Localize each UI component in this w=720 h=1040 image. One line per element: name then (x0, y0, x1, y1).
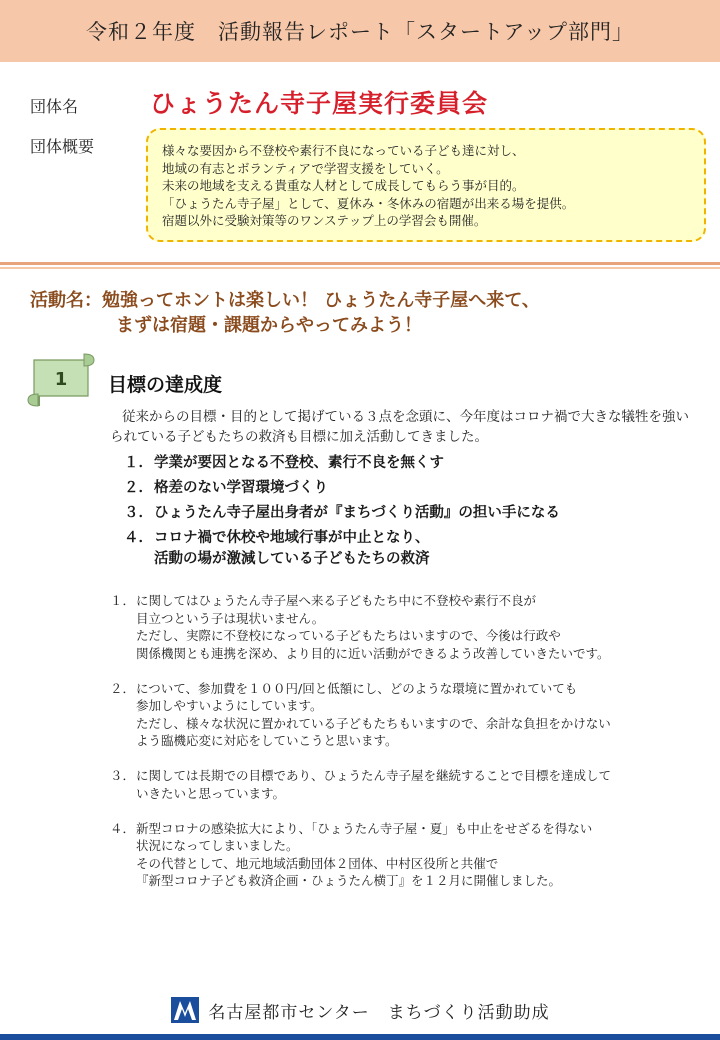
note-line: に関しては長期での目標であり、ひょうたん寺子屋を継続することで目標を達成して (136, 768, 612, 783)
note-number: １． (110, 593, 136, 608)
goal-text: 学業が要因となる不登校、素行不良を無くす (154, 455, 444, 471)
note-item (110, 680, 710, 750)
section-intro: 従来からの目標・目的として掲げている３点を念頭に、今年度はコロナ禍で大きな犠牲を強いられている子どもたちの救済も目標に加え活動してきました。 (110, 409, 689, 445)
note-line: について、参加費を１００円/回と低額にし、どのような環境に置かれていても (136, 680, 578, 696)
report-title: 令和２年度 活動報告レポート「スタートアップ部門」 (86, 20, 634, 44)
note-line: に関してはひょうたん寺子屋へ来る子どもたち中に不登校や素行不良が (136, 593, 537, 608)
summary-line: 様々な要因から不登校や素行不良になっている子ども達に対し、 (162, 143, 525, 158)
note-line: ただし、様々な状況に置かれている子どもたちもいますので、余計な負担をかけない (136, 715, 611, 731)
note-line: 目立つという子は現状いません。 (136, 610, 325, 626)
footer (0, 996, 720, 1024)
note-line: 状況になってしまいました。 (136, 838, 299, 853)
goal-number: １． (124, 455, 153, 471)
note-line: いきたいと思っています。 (136, 785, 286, 801)
goal-number: ２． (124, 480, 153, 496)
goal-number: ４． (124, 530, 153, 546)
summary-line: 宿題以外に受験対策等のワンステップ上の学習会も開催。 (162, 213, 487, 228)
notes (110, 592, 710, 907)
goal-text: ひょうたん寺子屋出身者が『まちづくり活動』の担い手になる (154, 505, 560, 521)
note-line: よう臨機応変に対応をしていこうと思います。 (136, 733, 398, 748)
goal-item (124, 503, 684, 524)
note-number: ３． (110, 768, 136, 783)
note-line: 参加しやすいようにしています。 (136, 698, 323, 713)
note-line: 新型コロナの感染拡大により、「ひょうたん寺子屋・夏」も中止をせざるを得ない (136, 820, 593, 836)
section-divider-light (0, 267, 720, 269)
note-item (110, 592, 710, 662)
goal-text: コロナ禍で休校や地域行事が中止となり、 (154, 530, 430, 546)
note-line: 関係機関とも連携を深め、より目的に近い活動ができるよう改善していきたいです。 (136, 645, 610, 661)
goal-text: 格差のない学習環境づくり (154, 480, 328, 496)
goal-number: ３． (124, 505, 153, 521)
goal-text: 活動の場が激減している子どもたちの救済 (154, 551, 430, 567)
note-line: その代替として、地元地域活動団体２団体、中村区役所と共催で (136, 855, 499, 871)
org-name-label: 団体名 (30, 97, 79, 116)
activity-name-line2: まずは宿題・課題からやってみよう！ (116, 315, 422, 336)
note-item (110, 820, 710, 890)
activity-name-line1: 活動名：勉強ってホントは楽しい！ ひょうたん寺子屋へ来て、 (30, 290, 540, 311)
note-line: 『新型コロナ子ども救済企画・ひょうたん横丁』を１２月に開催しました。 (136, 873, 562, 888)
note-line: ただし、実際に不登校になっている子どもたちはいますので、今後は行政や (136, 628, 561, 643)
section-number-scroll-icon (26, 352, 96, 408)
goal-item (124, 453, 684, 474)
footer-bar (0, 1034, 720, 1040)
summary-line: 地域の有志とボランティアで学習支援をしていく。 (162, 160, 449, 176)
city-center-logo-icon (170, 996, 200, 1024)
header-band (0, 0, 720, 62)
section-number: 1 (54, 369, 68, 390)
summary-line: 未来の地域を支える貴重な人材として成長してもらう事が目的。 (162, 178, 525, 193)
note-number: ４． (110, 820, 136, 836)
section-divider (0, 262, 720, 265)
note-number: ２． (110, 680, 136, 696)
goal-item (124, 528, 684, 570)
activity-name (30, 288, 540, 338)
org-summary-box (146, 128, 706, 242)
org-name: ひょうたん寺子屋実行委員会 (150, 89, 489, 118)
summary-line: 「ひょうたん寺子屋」として、夏休み・冬休みの宿題が出来る場を提供。 (162, 195, 575, 211)
goal-item (124, 478, 684, 499)
footer-text: 名古屋都市センター まちづくり活動助成 (208, 1002, 550, 1023)
section-heading: 目標の達成度 (108, 374, 223, 396)
note-item (110, 767, 710, 802)
goal-list (124, 453, 684, 574)
org-summary-label: 団体概要 (30, 137, 95, 156)
